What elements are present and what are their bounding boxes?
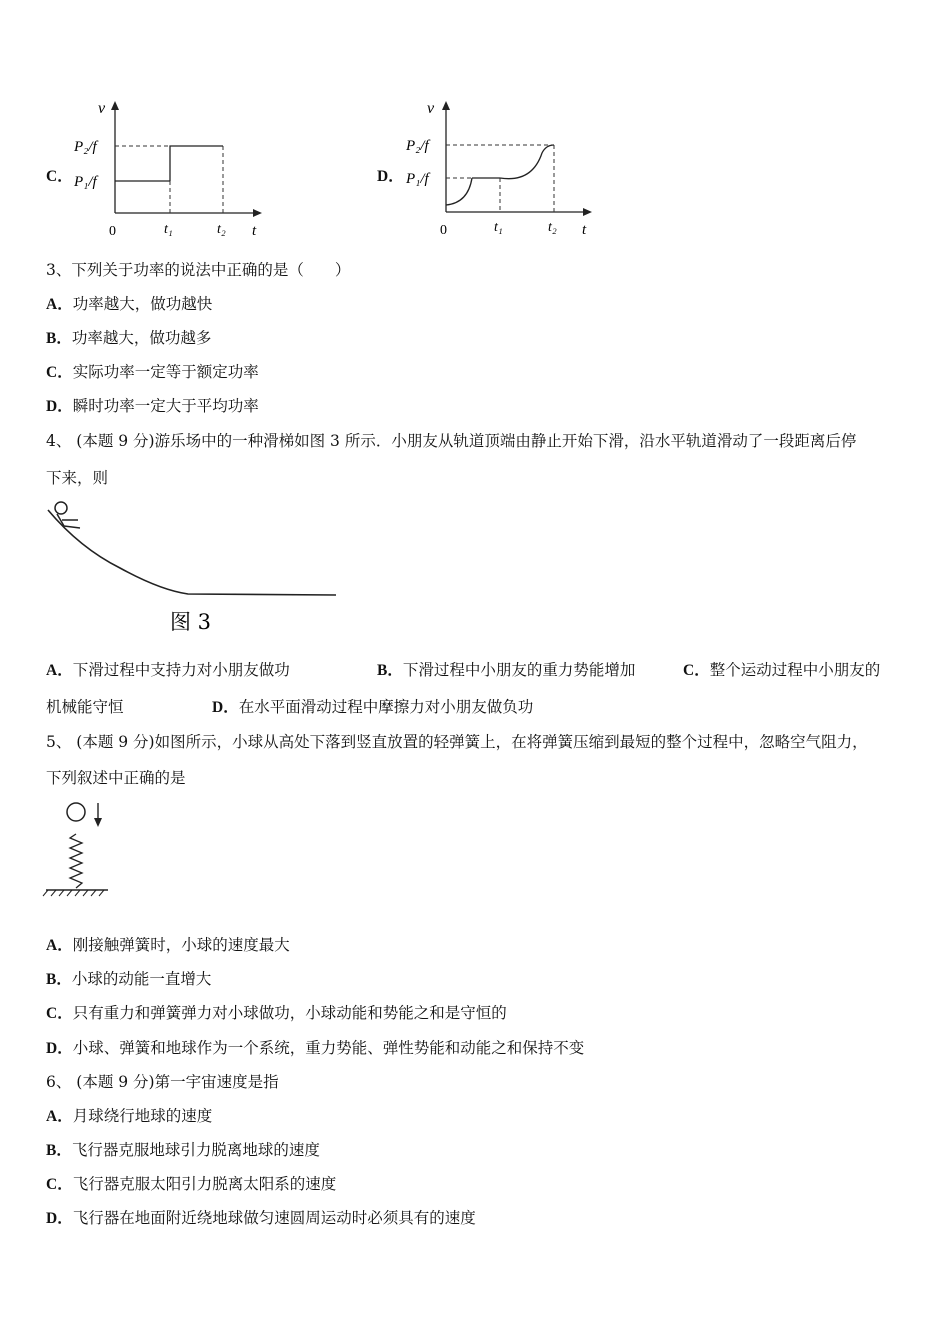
q5-option-c: C．只有重力和弹簧弹力对小球做功，小球动能和势能之和是守恒的 [46, 1004, 507, 1022]
q3-stem: 3、下列关于功率的说法中正确的是（ ） [46, 261, 351, 279]
q3-option-c: C．实际功率一定等于额定功率 [46, 363, 259, 381]
child-body [57, 514, 80, 528]
graph-c-segment-2 [170, 146, 223, 181]
graph-d-ytick-p2: P₂/f [406, 138, 429, 154]
graph-c-origin: 0 [109, 224, 116, 239]
graph-c-figure [70, 95, 270, 240]
q4-option-c-cont: 机械能守恒 [46, 698, 124, 716]
q5-spring-figure [40, 798, 120, 908]
q6-option-b: B．飞行器克服地球引力脱离地球的速度 [46, 1141, 320, 1159]
q5-option-a: A．刚接触弹簧时，小球的速度最大 [46, 936, 290, 954]
q4-stem-line1: 4、 (本题 9 分)游乐场中的一种滑梯如图 3 所示．小朋友从轨道顶端由静止开始下滑，沿水平轨道滑动了一段距离后停 [46, 432, 857, 450]
graph-c-ytick-p1: P₁/f [74, 174, 97, 190]
q5-option-d: D．小球、弹簧和地球作为一个系统，重力势能、弹性势能和动能之和保持不变 [46, 1039, 585, 1057]
q4-option-a: A．下滑过程中支持力对小朋友做功 [46, 661, 290, 679]
ground-hatch [43, 890, 104, 896]
graph-d-curve-2 [500, 145, 554, 179]
graph-d-x-label: t [582, 222, 587, 238]
spring [70, 834, 82, 888]
q4-stem-line2: 下来，则 [46, 469, 109, 487]
graph-c-y-arrow [111, 101, 119, 110]
q4-option-b: B．下滑过程中小朋友的重力势能增加 [377, 661, 636, 679]
q4-option-d: D．在水平面滑动过程中摩擦力对小朋友做负功 [212, 698, 534, 716]
graph-d-curve-1 [446, 178, 472, 205]
ball [67, 803, 85, 821]
q4-figure-caption: 图 3 [170, 610, 212, 634]
q4-slide-figure [40, 498, 350, 643]
q3-option-b: B．功率越大，做功越多 [46, 329, 212, 347]
slide-track [48, 510, 336, 595]
graph-c-xtick-t2: t₂ [217, 222, 226, 237]
child-head [55, 502, 67, 514]
graph-d-xtick-t1: t₁ [494, 220, 503, 235]
q3-option-d: D．瞬时功率一定大于平均功率 [46, 397, 259, 415]
q6-stem: 6、 (本题 9 分)第一宇宙速度是指 [46, 1073, 279, 1091]
graph-d-origin: 0 [440, 223, 447, 238]
fall-arrow-head [94, 818, 102, 827]
graph-d-x-arrow [583, 208, 592, 216]
q5-stem-line1: 5、 (本题 9 分)如图所示，小球从高处下落到竖直放置的轻弹簧上，在将弹簧压缩到最短的整个过程中，忽略空气阻力， [46, 733, 868, 751]
q3-option-a: A．功率越大，做功越快 [46, 295, 213, 313]
graph-c-option-label: C． [46, 168, 73, 185]
graph-c-y-label: v [98, 100, 106, 117]
graph-c-x-label: t [252, 223, 257, 239]
graph-d-y-arrow [442, 101, 450, 110]
graph-c-xtick-t1: t₁ [164, 222, 173, 237]
q5-option-b: B．小球的动能一直增大 [46, 970, 212, 988]
graph-d-xtick-t2: t₂ [548, 220, 557, 235]
q5-stem-line2: 下列叙述中正确的是 [46, 769, 186, 787]
graph-d-y-label: v [427, 100, 435, 117]
graph-d-figure [402, 95, 602, 240]
q6-option-d: D．飞行器在地面附近绕地球做匀速圆周运动时必须具有的速度 [46, 1209, 476, 1227]
q4-option-c: C．整个运动过程中小朋友的 [683, 661, 881, 679]
graph-d-ytick-p1: P₁/f [406, 171, 429, 187]
graph-d-option-label: D． [377, 168, 404, 185]
q6-option-c: C．飞行器克服太阳引力脱离太阳系的速度 [46, 1175, 337, 1193]
graph-c-ytick-p2: P₂/f [74, 139, 97, 155]
q6-option-a: A．月球绕行地球的速度 [46, 1107, 213, 1125]
graph-c-x-arrow [253, 209, 262, 217]
